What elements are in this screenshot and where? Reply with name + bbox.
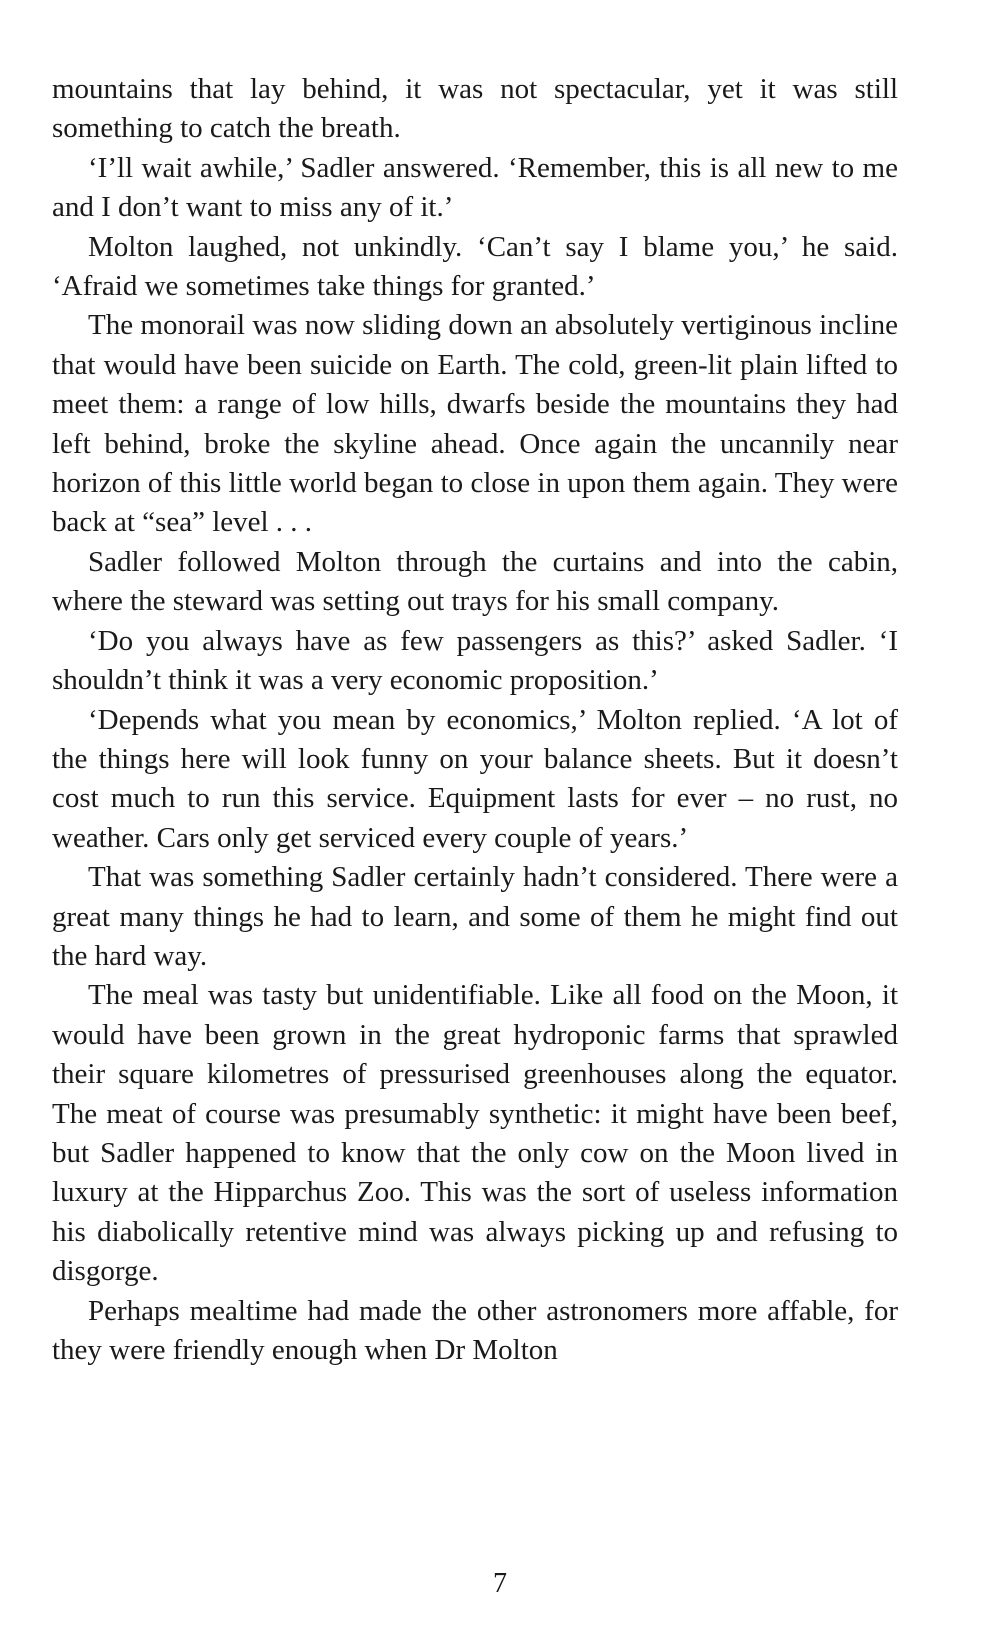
paragraph-continuation: mountains that lay behind, it was not spectacular, yet it was still something to catch the breath. xyxy=(52,73,898,145)
paragraph: ‘I’ll wait awhile,’ Sadler answered. ‘Remember, this is all new to me and I don’t want to miss any of it.’ xyxy=(52,151,898,224)
paragraph: The monorail was now sliding down an absolutely vertiginous incline that would have been suicide on Earth. The cold, green-lit plain lifted to meet them: a range of low hills, dwarfs beside the mountains they had left behind, broke the skyline ahead. Once again the uncannily near horizon of this little world began to close in upon them again. They were back at “sea” level . . . xyxy=(52,309,898,539)
paragraph: Perhaps mealtime had made the other astronomers more affable, for they were friendly enough when Dr Molton xyxy=(52,1294,898,1366)
paragraph: ‘Depends what you mean by economics,’ Molton replied. ‘A lot of the things here will look funny on your balance sheets. But it doesn’t cost much to run this service. Equipment lasts for ever – no rust, no weather. Cars only get serviced every couple of years.’ xyxy=(52,703,898,854)
page-body xyxy=(52,70,898,1370)
paragraph: That was something Sadler certainly hadn’t considered. There were a great many things he had to learn, and some of them he might find out the hard way. xyxy=(52,861,898,972)
paragraph: ‘Do you always have as few passengers as this?’ asked Sadler. ‘I shouldn’t think it was a very economic proposition.’ xyxy=(52,624,898,697)
paragraph: Molton laughed, not unkindly. ‘Can’t say I blame you,’ he said. ‘Afraid we sometimes take things for granted.’ xyxy=(52,230,898,303)
page-number: 7 xyxy=(493,1568,507,1599)
paragraph: The meal was tasty but unidentifiable. Like all food on the Moon, it would have been grown in the great hydroponic farms that sprawled their square kilometres of pressurised greenhouses along the equator. The meat of course was presumably synthetic: it might have been beef, but Sadler happened to know that the only cow on the Moon lived in luxury at the Hipparchus Zoo. This was the sort of useless information his diabolically retentive mind was always picking up and refusing to disgorge. xyxy=(52,979,898,1288)
paragraph: Sadler followed Molton through the curtains and into the cabin, where the steward was setting out trays for his small company. xyxy=(52,545,898,618)
